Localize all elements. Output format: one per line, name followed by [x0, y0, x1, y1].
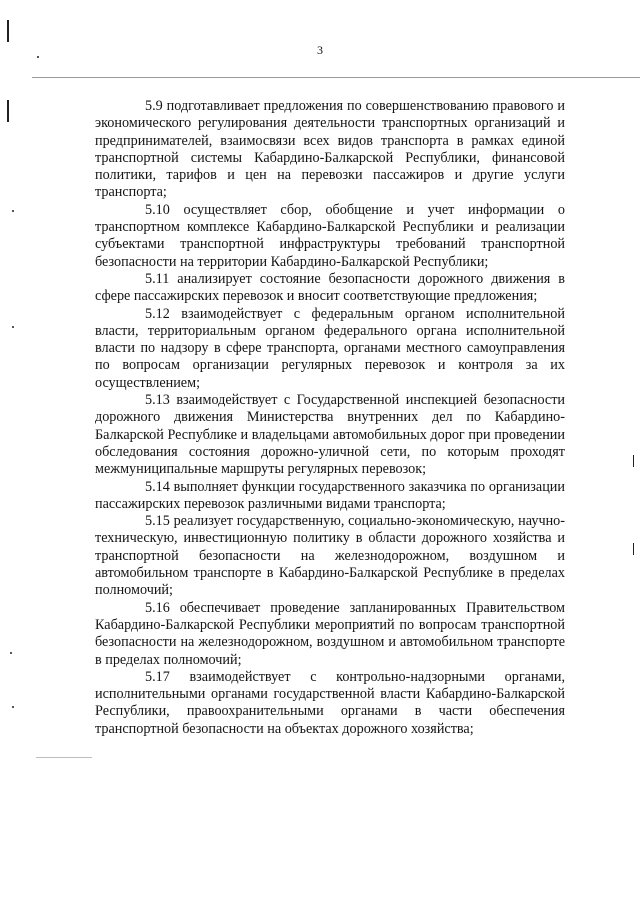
paragraph-5-11: 5.11 анализирует состояние безопасности дорожного движения в сфере пассажирских перевозок и вносит соответствующие предложения; [95, 270, 565, 305]
document-body [95, 98, 565, 738]
scan-dash-left [36, 757, 92, 758]
paragraph-5-12: 5.12 взаимодействует с федеральным органом исполнительной власти, территориальным органом федерального органа исполнительной власти по надзору в сфере транспорта, органами местного самоуправления по вопросам организации регулярных перевозок и контроля за их осуществлением; [95, 305, 565, 391]
scan-dot [12, 706, 14, 708]
paragraph-5-10: 5.10 осуществляет сбор, обобщение и учет информации о транспортном комплексе Кабардино-Балкарской Республики и реализации субъектами транспортной инфраструктуры требований транспортной безопасности на территории Кабардино-Балкарской Республики; [95, 201, 565, 270]
page-number: 3 [317, 43, 323, 57]
scan-dot [10, 652, 12, 654]
scan-mark-left-mid [7, 100, 9, 122]
scan-dot [37, 56, 39, 58]
header-divider [32, 77, 640, 78]
paragraph-5-13: 5.13 взаимодействует с Государственной инспекцией безопасности дорожного движения Министерства внутренних дел по Кабардино-Балкарской Республике и владельцами автомобильных дорог при проведении обследования состояния дорожно-уличной сети, по которым проходят межмуниципальные маршруты регулярных перевозок; [95, 392, 565, 478]
scan-mark-right [633, 455, 634, 467]
scan-mark-right [633, 543, 634, 555]
paragraph-5-17: 5.17 взаимодействует с контрольно-надзорными органами, исполнительными органами государственной власти Кабардино-Балкарской Республики, правоохранительными органами в части обеспечения транспортной безопасности на объектах дорожного хозяйства; [95, 668, 565, 737]
scan-dot [12, 210, 14, 212]
paragraph-5-14: 5.14 выполняет функции государственного заказчика по организации пассажирских перевозок различными видами транспорта; [95, 478, 565, 512]
scan-dot [12, 326, 14, 328]
scan-mark-left-top [7, 20, 9, 42]
paragraph-5-9: 5.9 подготавливает предложения по совершенствованию правового и экономического регулирования деятельности транспортных организаций и предпринимателей, взаимосвязи всех видов транспорта в рамках единой транспортной системы Кабардино-Балкарской Республики, финансовой политики, тарифов и цен на перевозки пассажиров и другие услуги транспорта; [95, 98, 565, 201]
paragraph-5-16: 5.16 обеспечивает проведение запланированных Правительством Кабардино-Балкарской Республики мероприятий по вопросам транспортной безопасности на железнодорожном, воздушном и автомобильном транспорте в пределах полномочий; [95, 599, 565, 668]
paragraph-5-15: 5.15 реализует государственную, социально-экономическую, научно-техническую, инвестиционную политику в области дорожного хозяйства и транспортной безопасности на железнодорожном, воздушном и автомобильном транспорте в Кабардино-Балкарской Республике в пределах полномочий; [95, 513, 565, 599]
